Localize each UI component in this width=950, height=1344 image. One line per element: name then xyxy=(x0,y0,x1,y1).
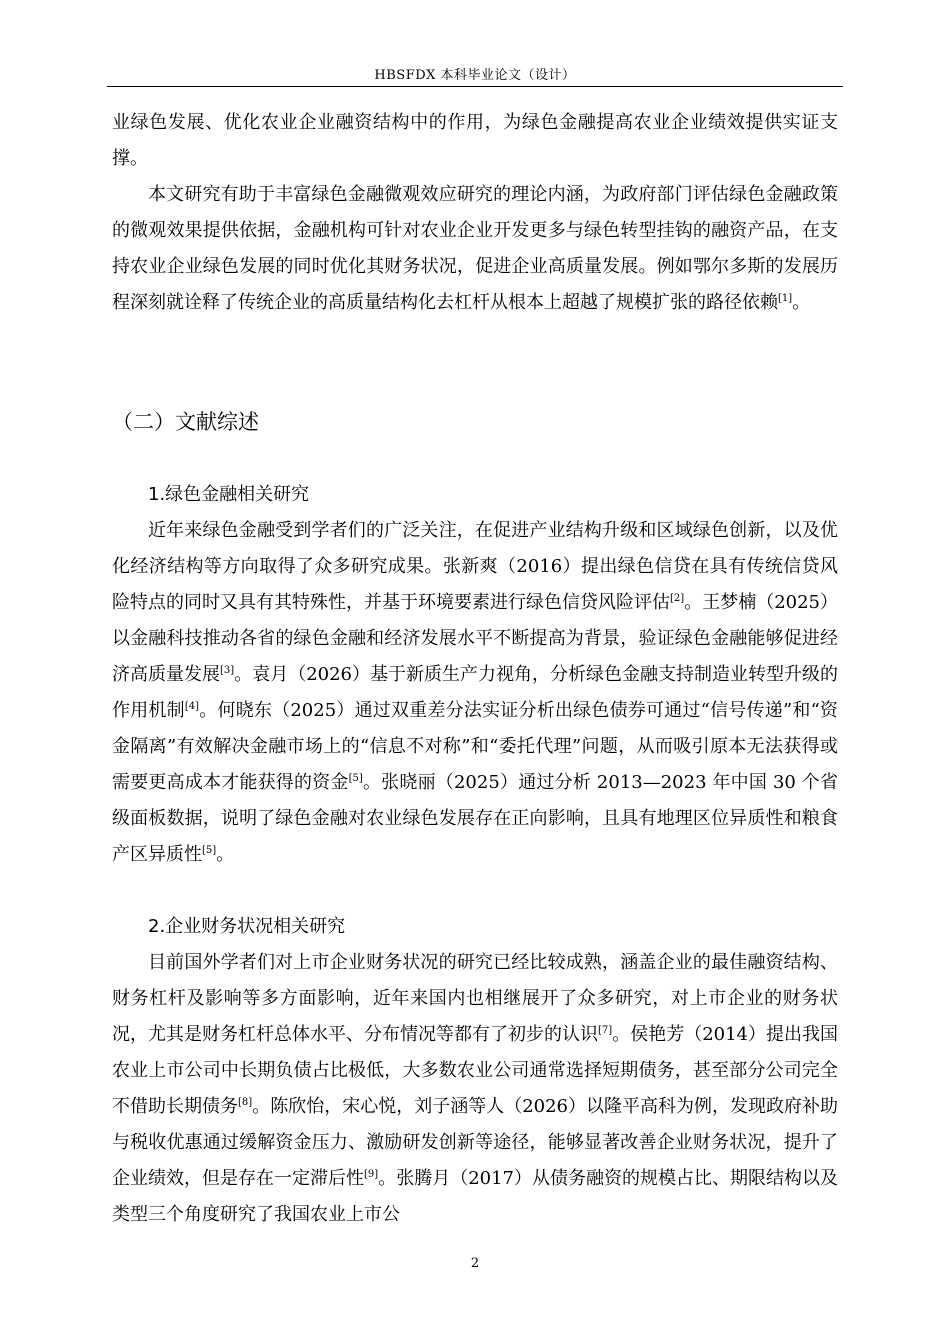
citation-ref: [5] xyxy=(202,845,217,856)
subsection-heading-text: 2.企业财务状况相关研究 xyxy=(148,916,346,937)
intro-paragraph-1 xyxy=(112,105,838,177)
subsection-heading-financial-status xyxy=(148,909,345,945)
citation-ref: [2] xyxy=(670,593,685,604)
paragraph-text: 。陈欣怡，宋心悦，刘子涵等人（2026）以隆平高科为例，发现政府补助与税收优惠通过缓解资金压力、激励研发创新等途径，能够显著改善企业财务状况，提升了企业绩效，但是存在一定滞后性 xyxy=(112,1096,839,1189)
financial-status-paragraph xyxy=(112,945,838,1233)
financial-status-text-block xyxy=(112,945,838,1233)
citation-ref: [5] xyxy=(348,773,363,784)
citation-ref: [8] xyxy=(238,1097,253,1108)
section-heading-text: （二）文献综述 xyxy=(112,410,259,434)
citation-ref: [1] xyxy=(778,293,793,304)
intro-paragraph-1-text: 业绿色发展、优化农业企业融资结构中的作用，为绿色金融提高农业企业绩效提供实证支撑。 xyxy=(112,112,838,169)
intro-paragraph-2-end: 。 xyxy=(792,292,811,313)
subsection-heading-green-finance xyxy=(148,477,309,513)
paragraph-text: 。侯艳芳（2014）提出我国农业上市公司中长期负债占比极低，大多数农业公司通常选择短期债务，甚至部分公司完全不借助长期债务 xyxy=(112,1024,838,1117)
paragraph-text: 。 xyxy=(216,844,235,865)
page-number-text: 2 xyxy=(470,1256,480,1271)
green-finance-text-block xyxy=(112,513,838,873)
citation-ref: [7] xyxy=(598,1025,613,1036)
intro-text-block xyxy=(112,105,838,321)
green-finance-paragraph xyxy=(112,513,838,873)
paragraph-text: 目前国外学者们对上市企业财务状况的研究已经比较成熟，涵盖企业的最佳融资结构、财务杠杆及影响等多方面影响，近年来国内也相继展开了众多研究，对上市企业的财务状况，尤其是财务杠杆总体水平、分布情况等都有了初步的认识 xyxy=(112,952,838,1045)
paragraph-text: 。袁月（2026）基于新质生产力视角，分析绿色金融支持制造业转型升级的作用机制 xyxy=(112,664,839,721)
paragraph-text: 。张晓丽（2025）通过分析 2013—2023 年中国 30 个省级面板数据，说明了绿色金融对农业绿色发展存在正向影响，且具有地理区位异质性和粮食产区异质性 xyxy=(112,772,839,865)
paragraph-text: 近年来绿色金融受到学者们的广泛关注，在促进产业结构升级和区域绿色创新，以及优化经济结构等方向取得了众多研究成果。张新爽（2016）提出绿色信贷在具有传统信贷风险特点的同时又具有其特殊性，并基于环境要素进行绿色信贷风险评估 xyxy=(112,520,838,613)
header-title: HBSFDX 本科毕业论文（设计） xyxy=(374,68,576,83)
page-number xyxy=(0,1254,950,1274)
paragraph-text: 。王梦楠（2025）以金融科技推动各省的绿色金融和经济发展水平不断提高为背景，验证绿色金融能够促进经济高质量发展 xyxy=(112,592,838,685)
page-header xyxy=(107,66,843,87)
section-heading-literature-review xyxy=(112,402,259,442)
citation-ref: [3] xyxy=(220,665,235,676)
subsection-heading-text: 1.绿色金融相关研究 xyxy=(148,484,310,505)
paragraph-text: 。张腾月（2017）从债务融资的规模占比、期限结构以及类型三个角度研究了我国农业上市公 xyxy=(112,1168,839,1225)
citation-ref: [4] xyxy=(184,701,200,712)
intro-paragraph-2 xyxy=(112,177,838,321)
citation-ref: [9] xyxy=(364,1169,379,1180)
paragraph-text: 。何晓东（2025）通过双重差分法实证分析出绿色债券可通过“信号传递”和“资金隔离”有效解决金融市场上的“信息不对称”和“委托代理”问题，从而吸引原本无法获得或需要更高成本才能获得的资金 xyxy=(112,700,839,793)
intro-paragraph-2-text: 本文研究有助于丰富绿色金融微观效应研究的理论内涵，为政府部门评估绿色金融政策的微观效果提供依据，金融机构可针对农业企业开发更多与绿色转型挂钩的融资产品，在支持农业企业绿色发展的同时优化其财务状况，促进企业高质量发展。例如鄂尔多斯的发展历程深刻就诠释了传统企业的高质量结构化去杠杆从根本上超越了规模扩张的路径依赖 xyxy=(112,184,838,313)
